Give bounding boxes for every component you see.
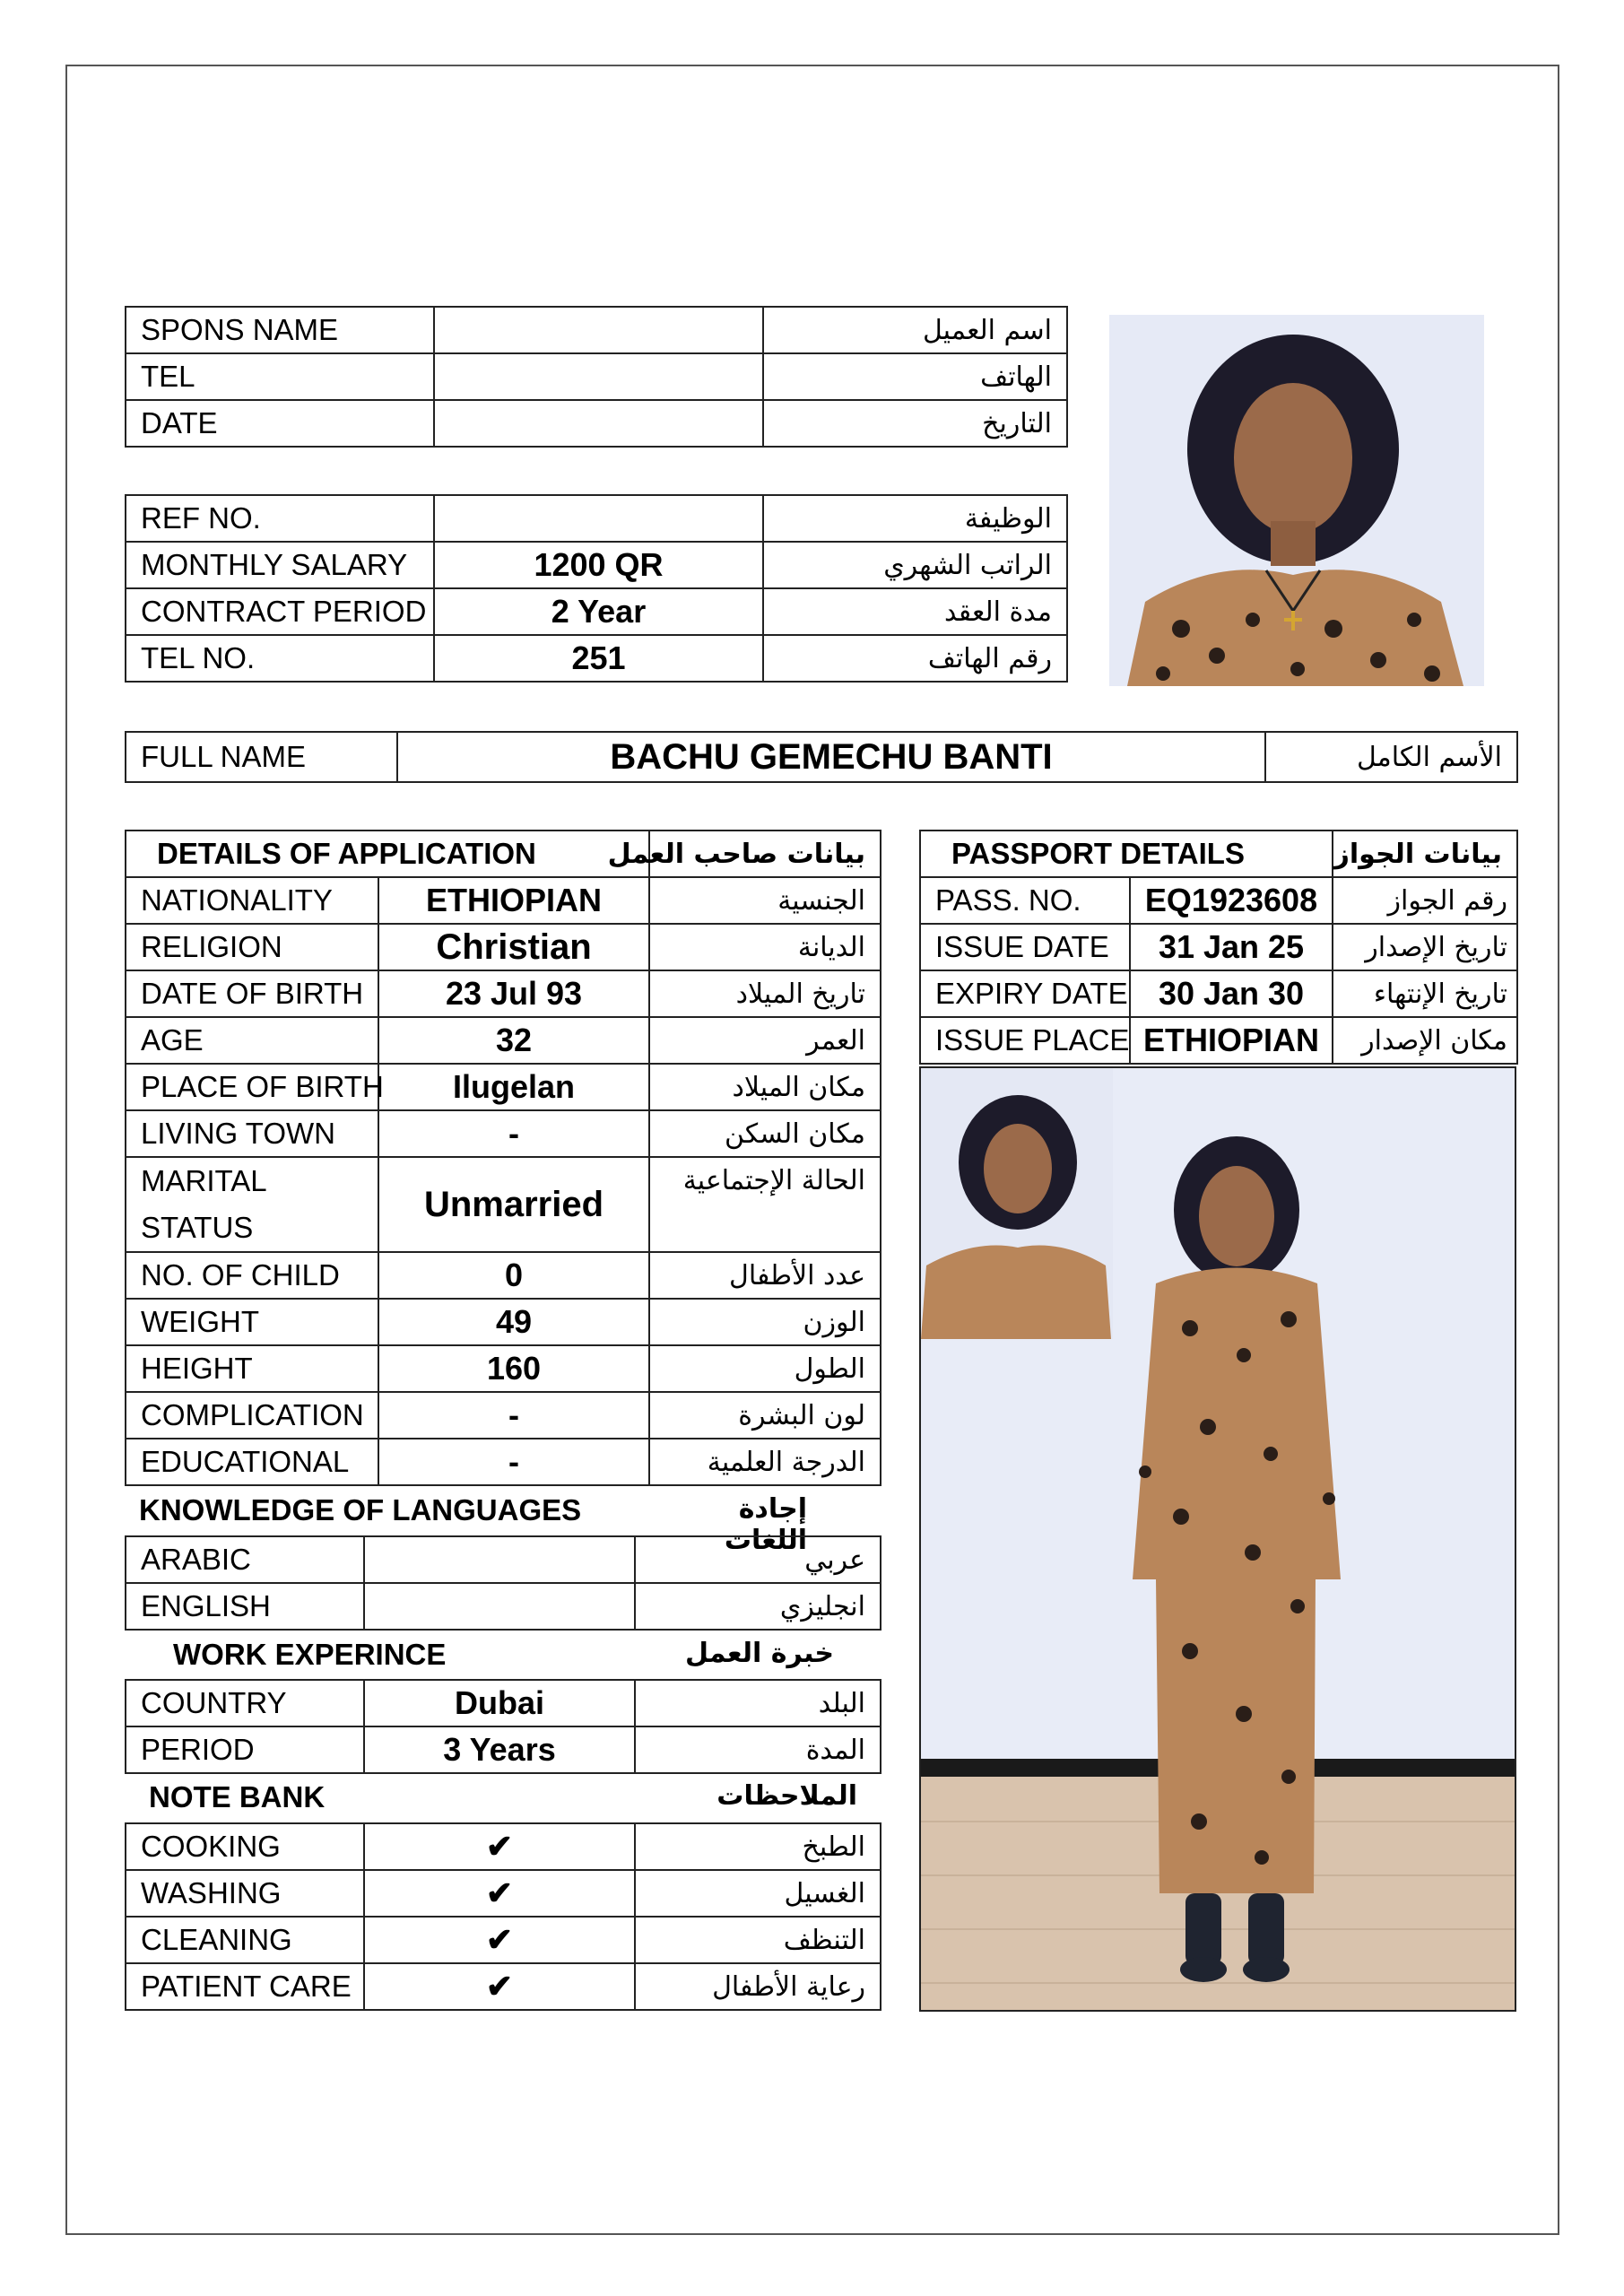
- patient-care-label-ar: رعاية الأطفال: [635, 1963, 881, 2010]
- monthly-salary-label-ar: الراتب الشهري: [763, 542, 1067, 588]
- sponsor-date-label-ar: التاريخ: [763, 400, 1067, 447]
- expiry-date-label: EXPIRY DATE: [920, 970, 1130, 1017]
- sponsor-date-label: DATE: [126, 400, 434, 447]
- issue-place-label-ar: مكان الإصدار: [1333, 1017, 1517, 1064]
- contract-period-value: 2 Year: [434, 588, 763, 635]
- country-label-ar: البلد: [635, 1680, 881, 1726]
- table-row: [126, 1157, 881, 1252]
- date-of-birth-label-ar: تاريخ الميلاد: [649, 970, 881, 1017]
- patient-care-check-icon: ✔: [364, 1963, 635, 2010]
- languages-title-ar: إجادة اللغات: [724, 1493, 807, 1556]
- washing-label: WASHING: [126, 1870, 364, 1917]
- table-row: [126, 1680, 881, 1726]
- sponsor-name-label: SPONS NAME: [126, 307, 434, 353]
- full-name-label-ar: الأسم الكامل: [1265, 732, 1517, 782]
- table-row: [920, 1017, 1517, 1064]
- cooking-label-ar: الطبخ: [635, 1823, 881, 1870]
- application-title-ar: بيانات صاحب العمل: [649, 831, 881, 877]
- table-row: [126, 1917, 881, 1963]
- contract-period-label: CONTRACT PERIOD: [126, 588, 434, 635]
- section-header-row: [920, 831, 1517, 877]
- ref-no-value: [434, 495, 763, 542]
- full-name-label: FULL NAME: [126, 732, 397, 782]
- table-row: [126, 542, 1067, 588]
- application-title: DETAILS OF APPLICATION: [126, 831, 649, 877]
- application-table: [125, 830, 881, 1486]
- table-row: [920, 970, 1517, 1017]
- languages-table: [125, 1535, 881, 1631]
- living-town-label-ar: مكان السكن: [649, 1110, 881, 1157]
- marital-status-label-text: MARITAL STATUS: [141, 1164, 266, 1244]
- table-row: [126, 732, 1517, 782]
- religion-label: RELIGION: [126, 924, 378, 970]
- english-label: ENGLISH: [126, 1583, 364, 1630]
- issue-place-value: ETHIOPIAN: [1130, 1017, 1333, 1064]
- passport-table: [919, 830, 1518, 1065]
- tel-no-label: TEL NO.: [126, 635, 434, 682]
- no-of-child-label-ar: عدد الأطفال: [649, 1252, 881, 1299]
- table-row: [126, 1345, 881, 1392]
- complication-value: -: [378, 1392, 649, 1439]
- pass-no-label-ar: رقم الجواز: [1333, 877, 1517, 924]
- complication-label: COMPLICATION: [126, 1392, 378, 1439]
- full-name-value: BACHU GEMECHU BANTI: [397, 732, 1265, 782]
- washing-check-icon: ✔: [364, 1870, 635, 1917]
- table-row: [126, 1963, 881, 2010]
- experience-table: [125, 1679, 881, 1774]
- table-row: [126, 1299, 881, 1345]
- english-value: [364, 1583, 635, 1630]
- date-of-birth-label: DATE OF BIRTH: [126, 970, 378, 1017]
- table-row: [126, 970, 881, 1017]
- portrait-illustration: [1109, 315, 1484, 686]
- section-header-row: [126, 831, 881, 877]
- weight-label-ar: الوزن: [649, 1299, 881, 1345]
- height-label: HEIGHT: [126, 1345, 378, 1392]
- job-table: [125, 494, 1068, 683]
- cooking-check-icon: ✔: [364, 1823, 635, 1870]
- date-of-birth-value: 23 Jul 93: [378, 970, 649, 1017]
- living-town-label: LIVING TOWN: [126, 1110, 378, 1157]
- table-row: [126, 353, 1067, 400]
- arabic-label: ARABIC: [126, 1536, 364, 1583]
- washing-label-ar: الغسيل: [635, 1870, 881, 1917]
- pass-no-value: EQ1923608: [1130, 877, 1333, 924]
- table-row: [126, 877, 881, 924]
- arabic-value: [364, 1536, 635, 1583]
- full-body-illustration: [921, 1068, 1515, 2010]
- height-label-ar: الطول: [649, 1345, 881, 1392]
- nationality-value: ETHIOPIAN: [378, 877, 649, 924]
- table-row: [126, 1392, 881, 1439]
- monthly-salary-label: MONTHLY SALARY: [126, 542, 434, 588]
- table-row: [126, 400, 1067, 447]
- place-of-birth-value: Ilugelan: [378, 1064, 649, 1110]
- languages-title: KNOWLEDGE OF LANGUAGES: [139, 1493, 582, 1526]
- living-town-value: -: [378, 1110, 649, 1157]
- marital-status-value: Unmarried: [378, 1157, 649, 1252]
- passport-title: PASSPORT DETAILS: [920, 831, 1333, 877]
- religion-value: Christian: [378, 924, 649, 970]
- table-row: [126, 1536, 881, 1583]
- pass-no-label: PASS. NO.: [920, 877, 1130, 924]
- sponsor-tel-label-ar: الهاتف: [763, 353, 1067, 400]
- table-row: [920, 924, 1517, 970]
- table-row: [126, 1726, 881, 1773]
- sponsor-table: [125, 306, 1068, 448]
- table-row: [126, 588, 1067, 635]
- issue-date-label-ar: تاريخ الإصدار: [1333, 924, 1517, 970]
- notes-title: NOTE BANK: [149, 1780, 326, 1813]
- expiry-date-label-ar: تاريخ الإنتهاء: [1333, 970, 1517, 1017]
- table-row: [126, 1252, 881, 1299]
- ref-no-label: REF NO.: [126, 495, 434, 542]
- age-label-ar: العمر: [649, 1017, 881, 1064]
- expiry-date-value: 30 Jan 30: [1130, 970, 1333, 1017]
- weight-label: WEIGHT: [126, 1299, 378, 1345]
- table-row: [126, 1064, 881, 1110]
- tel-no-label-ar: رقم الهاتف: [763, 635, 1067, 682]
- contract-period-label-ar: مدة العقد: [763, 588, 1067, 635]
- issue-place-label: ISSUE PLACE: [920, 1017, 1130, 1064]
- notes-table: [125, 1822, 881, 2011]
- tel-no-value: 251: [434, 635, 763, 682]
- cleaning-check-icon: ✔: [364, 1917, 635, 1963]
- complication-label-ar: لون البشرة: [649, 1392, 881, 1439]
- ref-no-label-ar: الوظيفة: [763, 495, 1067, 542]
- full-name-table: [125, 731, 1518, 783]
- notes-title-ar: الملاحظات: [716, 1780, 857, 1812]
- height-value: 160: [378, 1345, 649, 1392]
- table-row: [126, 924, 881, 970]
- issue-date-label: ISSUE DATE: [920, 924, 1130, 970]
- portrait-photo: [1109, 315, 1484, 686]
- age-label: AGE: [126, 1017, 378, 1064]
- cooking-label: COOKING: [126, 1823, 364, 1870]
- sponsor-name-label-ar: اسم العميل: [763, 307, 1067, 353]
- marital-status-label: [126, 1157, 378, 1252]
- table-row: [126, 1823, 881, 1870]
- age-value: 32: [378, 1017, 649, 1064]
- no-of-child-value: 0: [378, 1252, 649, 1299]
- table-row: [126, 1870, 881, 1917]
- sponsor-tel-field[interactable]: [434, 353, 763, 400]
- marital-status-label-ar: الحالة الإجتماعية: [649, 1157, 881, 1252]
- sponsor-name-field[interactable]: [434, 307, 763, 353]
- table-row: [126, 1110, 881, 1157]
- sponsor-tel-label: TEL: [126, 353, 434, 400]
- table-row: [126, 1017, 881, 1064]
- period-label-ar: المدة: [635, 1726, 881, 1773]
- table-row: [126, 307, 1067, 353]
- table-row: [126, 1439, 881, 1485]
- table-row: [126, 1583, 881, 1630]
- table-row: [126, 495, 1067, 542]
- country-label: COUNTRY: [126, 1680, 364, 1726]
- passport-title-ar: بيانات الجواز: [1333, 831, 1517, 877]
- no-of-child-label: NO. OF CHILD: [126, 1252, 378, 1299]
- country-value: Dubai: [364, 1680, 635, 1726]
- english-label-ar: انجليزي: [635, 1583, 881, 1630]
- period-value: 3 Years: [364, 1726, 635, 1773]
- period-label: PERIOD: [126, 1726, 364, 1773]
- arabic-label-ar: عربي: [635, 1536, 881, 1583]
- monthly-salary-value: 1200 QR: [434, 542, 763, 588]
- place-of-birth-label-ar: مكان الميلاد: [649, 1064, 881, 1110]
- religion-label-ar: الديانة: [649, 924, 881, 970]
- table-row: [920, 877, 1517, 924]
- educational-value: -: [378, 1439, 649, 1485]
- table-row: [126, 635, 1067, 682]
- nationality-label-ar: الجنسية: [649, 877, 881, 924]
- place-of-birth-label: PLACE OF BIRTH: [126, 1064, 378, 1110]
- patient-care-label: PATIENT CARE: [126, 1963, 364, 2010]
- issue-date-value: 31 Jan 25: [1130, 924, 1333, 970]
- weight-value: 49: [378, 1299, 649, 1345]
- cleaning-label-ar: التنظف: [635, 1917, 881, 1963]
- sponsor-date-field[interactable]: [434, 400, 763, 447]
- cleaning-label: CLEANING: [126, 1917, 364, 1963]
- educational-label-ar: الدرجة العلمية: [649, 1439, 881, 1485]
- experience-title: WORK EXPERINCE: [173, 1638, 447, 1671]
- educational-label: EDUCATIONAL: [126, 1439, 378, 1485]
- experience-title-ar: خبرة العمل: [684, 1638, 834, 1669]
- full-body-photo: [919, 1066, 1516, 2012]
- nationality-label: NATIONALITY: [126, 877, 378, 924]
